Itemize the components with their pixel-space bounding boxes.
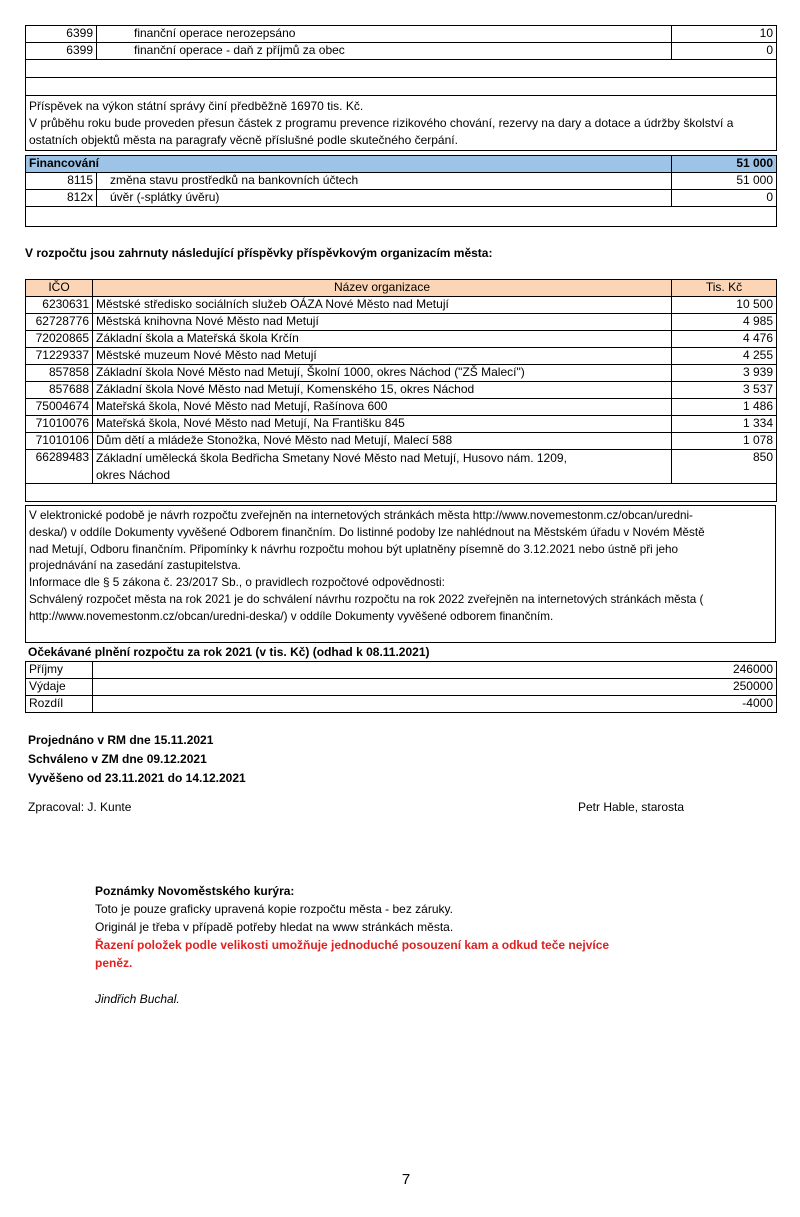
org-ico: 6230631: [26, 297, 93, 314]
expected-label: Rozdíl: [26, 696, 93, 713]
org-name: Základní škola Nové Město nad Metují, Komenského 15, okres Náchod: [93, 382, 672, 399]
expected-label: Příjmy: [26, 662, 93, 679]
org-name: Městská knihovna Nové Město nad Metují: [93, 314, 672, 331]
org-name: Základní škola a Mateřská škola Krčín: [93, 331, 672, 348]
org-value: 4 985: [672, 314, 777, 331]
expected-title: Očekávané plnění rozpočtu za rok 2021 (v tis. Kč) (odhad k 08.11.2021): [28, 645, 430, 659]
expected-label: Výdaje: [26, 679, 93, 696]
org-ico: 857858: [26, 365, 93, 382]
org-value: 4 255: [672, 348, 777, 365]
org-name: Mateřská škola, Nové Město nad Metují, Rašínova 600: [93, 399, 672, 416]
info-line: deska/) v oddíle Dokumenty vyvěšené Odborem finančním. Do listinné podoby lze nahlédnout na Městském úřadu v Novém Městě: [29, 525, 705, 539]
table-row: [26, 173, 777, 190]
table-row: [26, 450, 777, 484]
org-name: Městské muzeum Nové Město nad Metují: [93, 348, 672, 365]
approval-line: Schváleno v ZM dne 09.12.2021: [28, 752, 207, 766]
org-value: 850: [672, 450, 777, 484]
empty-row: [26, 60, 777, 78]
table-row: [26, 297, 777, 314]
org-value: 3 537: [672, 382, 777, 399]
row-label: úvěr (-splátky úvěru): [97, 190, 672, 207]
org-value: 1 078: [672, 433, 777, 450]
info-line: V elektronické podobě je návrh rozpočtu zveřejněn na internetových stránkách města http://www.novemestonm.cz/obcan/uredni-: [29, 509, 693, 522]
info-line: projednávání na zasedání zastupitelstva.: [29, 559, 241, 573]
note-row: [26, 96, 777, 151]
row-value: 51 000: [672, 173, 777, 190]
courier-note-highlight: peněz.: [95, 956, 133, 970]
org-value: 10 500: [672, 297, 777, 314]
org-name: Městské středisko sociálních služeb OÁZA Nové Město nad Metují: [93, 297, 672, 314]
orgs-table: [25, 279, 777, 502]
financing-header-label: Financování: [26, 156, 672, 173]
table-row: [26, 662, 777, 679]
empty-row: [26, 484, 777, 502]
orgs-heading: V rozpočtu jsou zahrnuty následující příspěvky příspěvkovým organizacím města:: [25, 246, 493, 260]
row-value: 0: [672, 190, 777, 207]
note-paragraph: Příspěvek na výkon státní správy činí předběžně 16970 tis. Kč.: [29, 99, 364, 113]
expected-value: -4000: [93, 696, 777, 713]
courier-note-title: Poznámky Novoměstského kurýra:: [95, 884, 295, 898]
top-rows-table: [25, 25, 777, 151]
table-row: [26, 382, 777, 399]
table-row: [26, 26, 777, 43]
org-name: Základní škola Nové Město nad Metují, Školní 1000, okres Náchod ("ZŠ Malecí"): [93, 365, 672, 382]
header-ico: IČO: [26, 280, 93, 297]
orgs-header-row: [26, 280, 777, 297]
org-ico: 62728776: [26, 314, 93, 331]
table-row: [26, 433, 777, 450]
courier-note-signature: Jindřich Buchal.: [95, 992, 180, 1006]
table-row: [26, 348, 777, 365]
expected-table: [25, 661, 777, 713]
table-row: [26, 416, 777, 433]
expected-value: 246000: [93, 662, 777, 679]
row-label: finanční operace nerozepsáno: [97, 26, 672, 43]
table-row: [26, 696, 777, 713]
org-value: 4 476: [672, 331, 777, 348]
header-value: Tis. Kč: [672, 280, 777, 297]
row-label: finanční operace - daň z příjmů za obec: [97, 43, 672, 60]
courier-note-line: Toto je pouze graficky upravená kopie rozpočtu města - bez záruky.: [95, 902, 453, 916]
org-ico: 71010106: [26, 433, 93, 450]
header-name: Název organizace: [93, 280, 672, 297]
org-name-continued: okres Náchod: [96, 467, 171, 482]
expected-value: 250000: [93, 679, 777, 696]
org-ico: 75004674: [26, 399, 93, 416]
approvals: [28, 731, 246, 788]
org-ico: 857688: [26, 382, 93, 399]
info-line: Informace dle § 5 zákona č. 23/2017 Sb., o pravidlech rozpočtové odpovědnosti:: [29, 576, 445, 590]
financing-table: [25, 155, 777, 227]
org-ico: 72020865: [26, 331, 93, 348]
financing-header-row: [26, 156, 777, 173]
info-line: http://www.novemestonm.cz/obcan/uredni-deska/) v oddíle Dokumenty vyvěšené odborem finančním.: [29, 609, 554, 623]
table-row: [26, 679, 777, 696]
courier-note-line: Originál je třeba v případě potřeby hledat na www stránkách města.: [95, 920, 454, 934]
page-number: 7: [401, 1171, 411, 1188]
row-code: 6399: [26, 26, 97, 43]
org-value: 1 334: [672, 416, 777, 433]
table-row: [26, 43, 777, 60]
row-code: 812x: [26, 190, 97, 207]
courier-note: [95, 882, 609, 1008]
approval-line: Projednáno v RM dne 15.11.2021: [28, 733, 214, 747]
row-code: 8115: [26, 173, 97, 190]
org-name: Dům dětí a mládeže Stonožka, Nové Město nad Metují, Malecí 588: [93, 433, 672, 450]
org-value: 1 486: [672, 399, 777, 416]
org-name: Mateřská škola, Nové Město nad Metují, Na Františku 845: [93, 416, 672, 433]
table-row: [26, 365, 777, 382]
row-value: 0: [672, 43, 777, 60]
row-value: 10: [672, 26, 777, 43]
info-box: [25, 505, 776, 643]
org-name: Základní umělecká škola Bedřicha Smetany Nové Město nad Metují, Husovo nám. 1209,: [96, 451, 567, 465]
info-line: Schválený rozpočet města na rok 2021 je do schválení návrhu rozpočtu na rok 2022 zveřejněn na internetových stránkách města (: [29, 592, 704, 606]
info-line: nad Metují, Odboru finančním. Připomínky k návrhu rozpočtu mohou být uplatněny písemně do 3.12.2021 nebo ústně při jeho: [29, 542, 679, 556]
org-ico: 66289483: [26, 450, 93, 484]
table-row: [26, 399, 777, 416]
org-value: 3 939: [672, 365, 777, 382]
financing-header-value: 51 000: [672, 156, 777, 173]
empty-row: [26, 78, 777, 96]
note-paragraph: V průběhu roku bude proveden přesun částek z programu prevence rizikového chování, rezervy na dary a dotace a údržby školství a ostatních objektů města na paragrafy věcně příslušné podle skutečného čerpání.: [29, 116, 734, 147]
table-row: [26, 331, 777, 348]
courier-note-highlight: Řazení položek podle velikosti umožňuje jednoduché posouzení kam a odkud teče nejvíce: [95, 938, 610, 952]
org-ico: 71010076: [26, 416, 93, 433]
prepared-by: Zpracoval: J. Kunte: [28, 800, 132, 814]
row-label: změna stavu prostředků na bankovních účtech: [97, 173, 672, 190]
mayor-signature: Petr Hable, starosta: [578, 800, 685, 814]
table-row: [26, 190, 777, 207]
approval-line: Vyvěšeno od 23.11.2021 do 14.12.2021: [28, 771, 246, 785]
org-ico: 71229337: [26, 348, 93, 365]
empty-row: [26, 207, 777, 227]
row-code: 6399: [26, 43, 97, 60]
table-row: [26, 314, 777, 331]
